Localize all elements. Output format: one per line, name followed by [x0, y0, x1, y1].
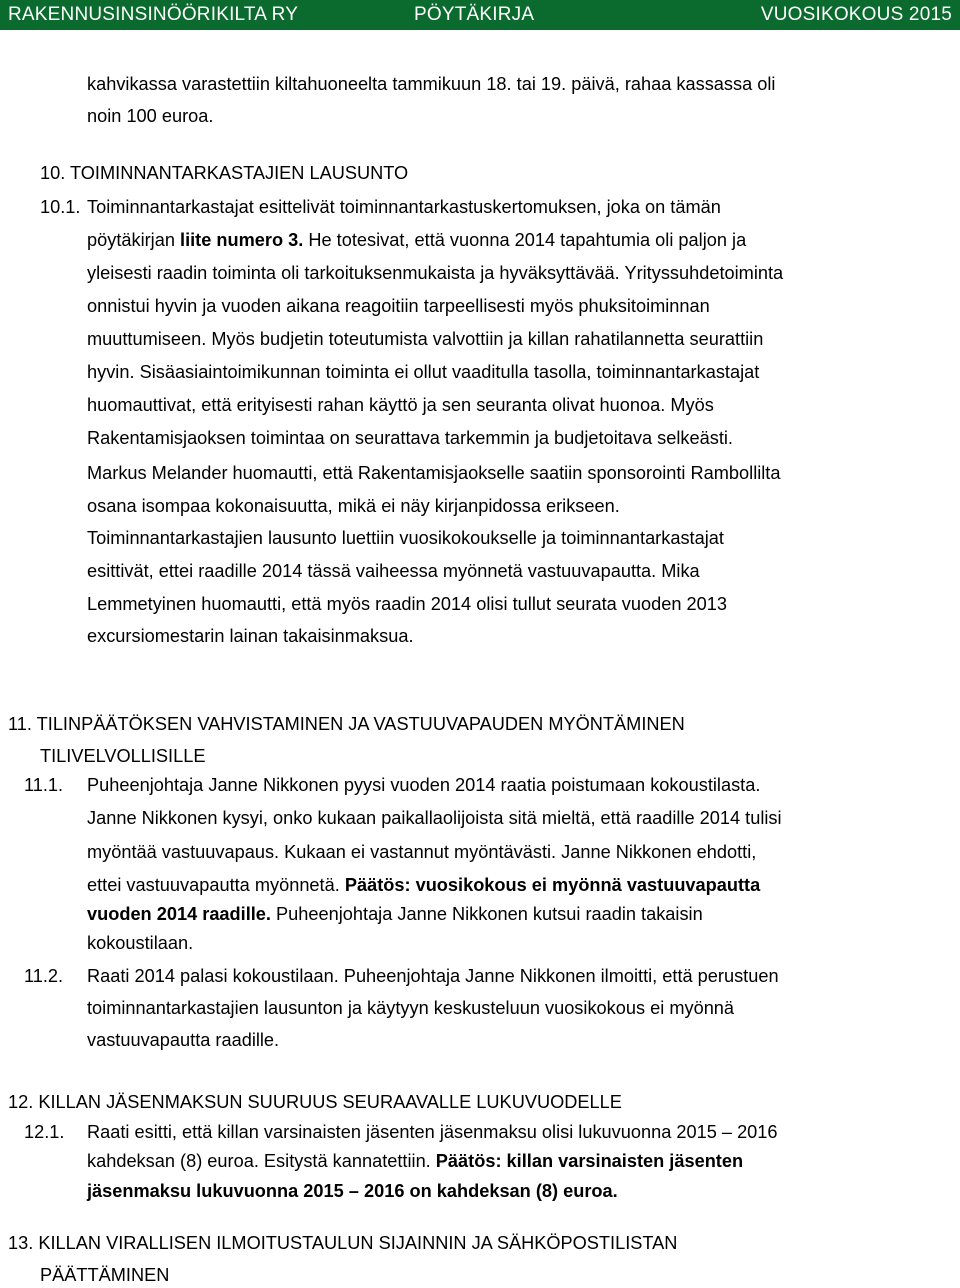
item-10-1-line-10: osana isompaa kokonaisuutta, mikä ei näy kirjanpidossa erikseen.	[87, 496, 620, 516]
item-10-1-line-5: muuttumiseen. Myös budjetin toteutumista valvottiin ja killan rahatilannetta seurattiin	[87, 329, 764, 349]
item-11-1-line-4: ettei vastuuvapautta myönnetä. Päätös: vuosikokous ei myönnä vastuuvapautta	[87, 875, 761, 895]
item-10-1-line-9: Markus Melander huomautti, että Rakentamisjaokselle saatiin sponsorointi Rambollilta	[87, 463, 781, 483]
section-10-heading: 10. TOIMINNANTARKASTAJIEN LAUSUNTO	[40, 163, 409, 183]
item-11-1-number: 11.1.	[24, 775, 64, 795]
decision-text: Päätös: vuosikokous ei myönnä vastuuvapautta	[344, 875, 761, 895]
item-12-1-line-2: kahdeksan (8) euroa. Esitystä kannatettiin. Päätös: killan varsinaisten jäsenten	[87, 1151, 744, 1171]
header-document-type: PÖYTÄKIRJA	[414, 4, 535, 25]
item-11-2-line-1: Raati 2014 palasi kokoustilaan. Puheenjohtaja Janne Nikkonen ilmoitti, että perustuen	[87, 966, 779, 986]
item-10-1-line-13: Lemmetyinen huomautti, että myös raadin 2014 olisi tullut seurata vuoden 2013	[87, 594, 727, 614]
item-11-2-number: 11.2.	[24, 966, 64, 986]
section-11-heading: 11. TILINPÄÄTÖKSEN VAHVISTAMINEN JA VASTUUVAPAUDEN MYÖNTÄMINEN	[8, 714, 685, 734]
item-10-1-line-3: yleisesti raadin toiminta oli tarkoituksenmukaista ja hyväksyttävää. Yrityssuhdetoiminta	[87, 263, 784, 283]
item-11-1-line-6: kokoustilaan.	[87, 933, 194, 953]
item-10-1-line-8: Rakentamisjaoksen toimintaa on seurattava tarkemmin ja budjetoitava selkeästi.	[87, 428, 733, 448]
item-10-1-line-12: esittivät, ettei raadille 2014 tässä vaiheessa myönnetä vastuuvapautta. Mika	[87, 561, 700, 581]
attachment-reference: liite numero 3.	[180, 230, 304, 250]
item-10-1-line-2: pöytäkirjan liite numero 3. He totesivat, että vuonna 2014 tapahtumia oli paljon ja	[87, 230, 747, 250]
item-11-2-line-2: toiminnantarkastajien lausunton ja käytyyn keskusteluun vuosikokous ei myönnä	[87, 998, 735, 1018]
header-organization: RAKENNUSINSINÖÖRIKILTA RY	[8, 4, 299, 25]
decision-text-continued: vuoden 2014 raadille.	[87, 904, 271, 924]
item-10-1-line-1: Toiminnantarkastajat esittelivät toiminnantarkastuskertomuksen, joka on tämän	[87, 197, 721, 217]
item-12-1-line-3: jäsenmaksu lukuvuonna 2015 – 2016 on kahdeksan (8) euroa.	[87, 1181, 618, 1201]
item-11-2-line-3: vastuuvapautta raadille.	[87, 1030, 280, 1050]
item-10-1-line-6: hyvin. Sisäasiaintoimikunnan toiminta ei ollut vaaditulla tasolla, toiminnantarkastajat	[87, 362, 760, 382]
item-12-1-line-1: Raati esitti, että killan varsinaisten jäsenten jäsenmaksu olisi lukuvuonna 2015 – 2016	[87, 1122, 778, 1142]
section-13-heading-continued: PÄÄTTÄMINEN	[40, 1265, 170, 1285]
section-13-heading: 13. KILLAN VIRALLISEN ILMOITUSTAULUN SIJAINNIN JA SÄHKÖPOSTILISTAN	[8, 1233, 678, 1253]
section-12-heading: 12. KILLAN JÄSENMAKSUN SUURUUS SEURAAVALLE LUKUVUODELLE	[8, 1092, 622, 1112]
item-10-1-line-11: Toiminnantarkastajien lausunto luettiin vuosikokoukselle ja toiminnantarkastajat	[87, 528, 724, 548]
item-10-1-line-14: excursiomestarin lainan takaisinmaksua.	[87, 626, 414, 646]
section-11-heading-continued: TILIVELVOLLISILLE	[40, 746, 206, 766]
item-10-1-number: 10.1.	[40, 197, 81, 217]
item-11-1-line-2: Janne Nikkonen kysyi, onko kukaan paikallaolijoista sitä mieltä, että raadille 2014 tulisi	[87, 808, 782, 828]
decision-text: Päätös: killan varsinaisten jäsenten	[435, 1151, 744, 1171]
item-11-1-line-1: Puheenjohtaja Janne Nikkonen pyysi vuoden 2014 raatia poistumaan kokoustilasta.	[87, 775, 761, 795]
page-header	[0, 0, 960, 30]
item-11-1-line-3: myöntää vastuuvapaus. Kukaan ei vastannut myöntävästi. Janne Nikkonen ehdotti,	[87, 842, 757, 862]
intro-line-1: kahvikassa varastettiin kiltahuoneelta tammikuun 18. tai 19. päivä, rahaa kassassa oli	[87, 74, 776, 94]
header-meeting: VUOSIKOKOUS 2015	[760, 4, 952, 25]
item-10-1-line-7: huomauttivat, että erityisesti rahan käyttö ja sen seuranta olivat huonoa. Myös	[87, 395, 714, 415]
item-10-1-line-4: onnistui hyvin ja vuoden aikana reagoitiin tarpeellisesti myös phuksitoiminnan	[87, 296, 710, 316]
intro-line-2: noin 100 euroa.	[87, 106, 214, 126]
item-11-1-line-5: vuoden 2014 raadille. Puheenjohtaja Janne Nikkonen kutsui raadin takaisin	[87, 904, 703, 924]
item-12-1-number: 12.1.	[24, 1122, 65, 1142]
